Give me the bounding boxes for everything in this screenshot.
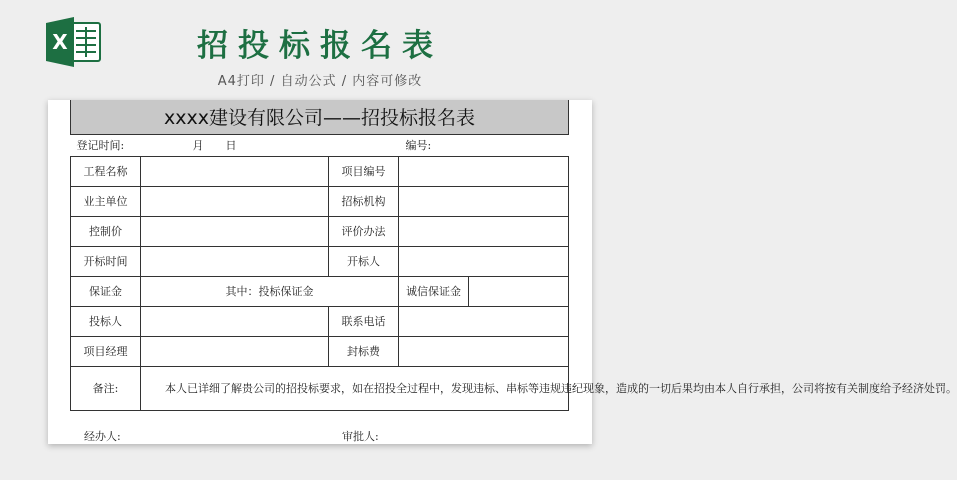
phone-field[interactable] <box>399 306 569 336</box>
registration-form-table <box>70 100 957 411</box>
handler-label: 经办人: <box>84 430 121 443</box>
opener-label: 开标人 <box>329 246 399 276</box>
integrity-deposit-label: 诚信保证金 <box>399 276 469 306</box>
deposit-detail: 其中：投标保证金 <box>141 276 399 306</box>
form-title: xxxx建设有限公司——招投标报名表 <box>71 100 569 134</box>
project-no-field[interactable] <box>399 156 569 186</box>
form-sheet <box>48 100 957 444</box>
month-label: 月 <box>192 138 204 152</box>
project-name-field[interactable] <box>141 156 329 186</box>
control-price-field[interactable] <box>141 216 329 246</box>
eval-method-label: 评价办法 <box>329 216 399 246</box>
header-banner <box>0 0 640 100</box>
owner-label: 业主单位 <box>71 186 141 216</box>
owner-field[interactable] <box>141 186 329 216</box>
remark-label: 备注: <box>71 366 141 410</box>
remark-text: 本人已详细了解贵公司的招投标要求，如在招投全过程中，发现违标、串标等违规违纪现象，造成的一切后果均由本人自行承担，公司将按有关制度给予经济处罚。 <box>141 366 569 410</box>
open-time-label: 开标时间 <box>71 246 141 276</box>
manager-field[interactable] <box>141 336 329 366</box>
seal-fee-field[interactable] <box>399 336 569 366</box>
deposit-label: 保证金 <box>71 276 141 306</box>
bidder-field[interactable] <box>141 306 329 336</box>
page-title: 招投标报名表 <box>197 28 443 64</box>
agency-label: 招标机构 <box>329 186 399 216</box>
project-name-label: 工程名称 <box>71 156 141 186</box>
project-no-label: 项目编号 <box>329 156 399 186</box>
opener-field[interactable] <box>399 246 569 276</box>
date-row <box>71 134 569 156</box>
manager-label: 项目经理 <box>71 336 141 366</box>
date-label: 登记时间: <box>76 138 125 152</box>
serial-label: 编号: <box>405 138 432 152</box>
control-price-label: 控制价 <box>71 216 141 246</box>
agency-field[interactable] <box>399 186 569 216</box>
integrity-deposit-field[interactable] <box>469 276 569 306</box>
phone-label: 联系电话 <box>329 306 399 336</box>
page-subtitle: A4打印 / 自动公式 / 内容可修改 <box>217 74 423 89</box>
bidder-label: 投标人 <box>71 306 141 336</box>
approver-label: 审批人: <box>342 430 379 443</box>
eval-method-field[interactable] <box>399 216 569 246</box>
day-label: 日 <box>225 138 237 152</box>
open-time-field[interactable] <box>141 246 329 276</box>
seal-fee-label: 封标费 <box>329 336 399 366</box>
svg-text:X: X <box>52 30 68 54</box>
